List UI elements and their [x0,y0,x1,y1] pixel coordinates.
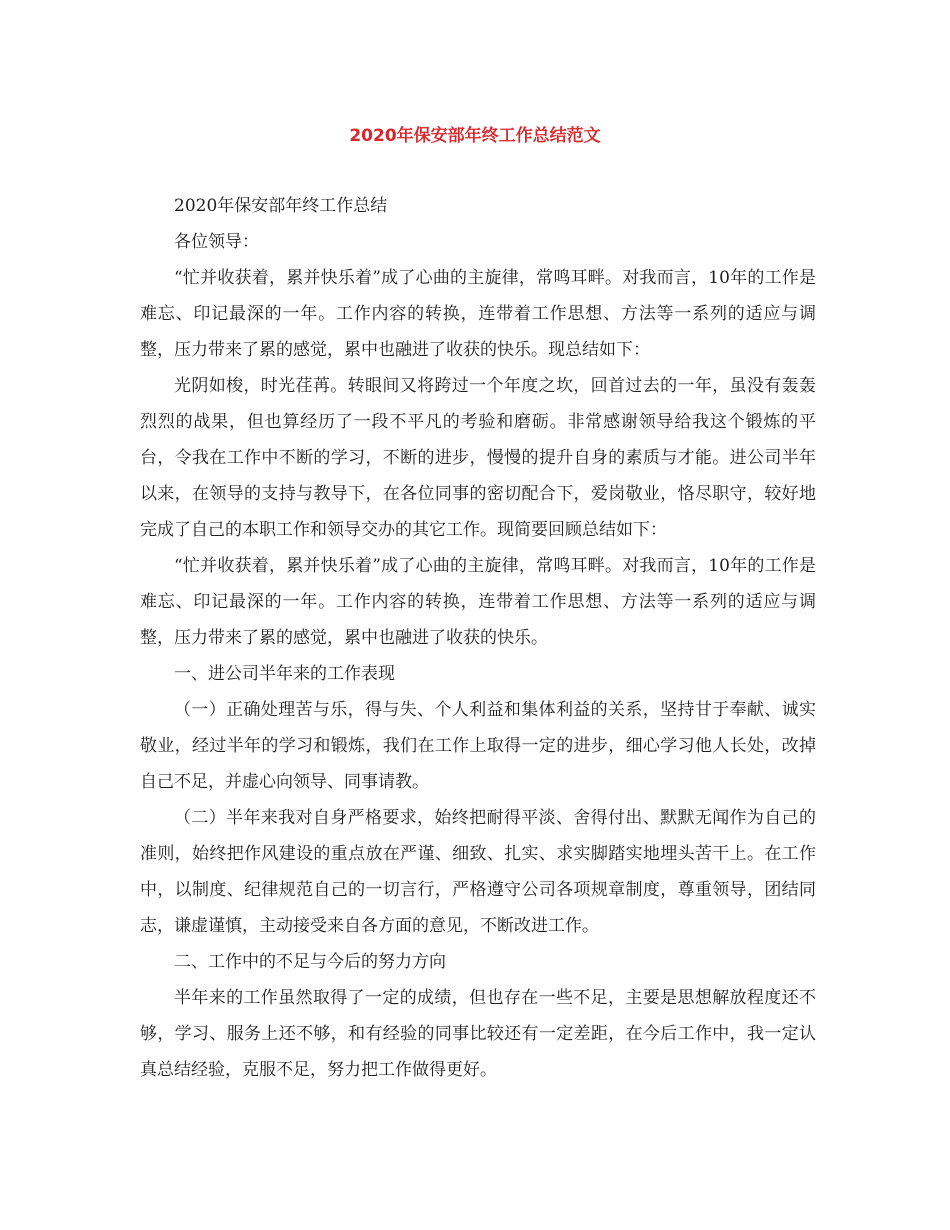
paragraph-salutation: 各位领导： [174,232,259,252]
paragraph-item-one: （一）正确处理苦与乐，得与失、个人利益和集体利益的关系，坚持甘于奉献、诚实敬业，经过半年的学习和锻炼，我们在工作上取得一定的进步，细心学习他人长处，改掉自己不足，并虚心向领导、同事请教。 [140,700,816,792]
document-body [140,188,816,1088]
section-heading-shortcomings: 二、工作中的不足与今后的努力方向 [174,952,446,972]
paragraph-review: 光阴如梭，时光荏苒。转眼间又将跨过一个年度之坎，回首过去的一年，虽没有轰轰烈烈的战果，但也算经历了一段不平凡的考验和磨砺。非常感谢领导给我这个锻炼的平台，令我在工作中不断的学习，不断的进步，慢慢的提升自身的素质与才能。进公司半年以来，在领导的支持与教导下，在各位同事的密切配合下，爱岗敬业，恪尽职守，较好地完成了自己的本职工作和领导交办的其它工作。现简要回顾总结如下： [140,376,816,540]
section-heading-performance: 一、进公司半年来的工作表现 [174,664,395,684]
paragraph-conclusion: 半年来的工作虽然取得了一定的成绩，但也存在一些不足，主要是思想解放程度还不够，学习、服务上还不够，和有经验的同事比较还有一定差距，在今后工作中，我一定认真总结经验，克服不足，努力把工作做得更好。 [140,988,816,1080]
document-title: 2020年保安部年终工作总结范文 [349,126,601,146]
paragraph-intro: “忙并收获着，累并快乐着”成了心曲的主旋律，常鸣耳畔。对我而言，10年的工作是难忘、印记最深的一年。工作内容的转换，连带着工作思想、方法等一系列的适应与调整，压力带来了累的感觉，累中也融进了收获的快乐。现总结如下： [140,268,816,360]
paragraph-intro-repeat: “忙并收获着，累并快乐着”成了心曲的主旋律，常鸣耳畔。对我而言，10年的工作是难忘、印记最深的一年。工作内容的转换，连带着工作思想、方法等一系列的适应与调整，压力带来了累的感觉，累中也融进了收获的快乐。 [140,556,816,648]
paragraph-item-two: （二）半年来我对自身严格要求，始终把耐得平淡、舍得付出、默默无闻作为自己的准则，始终把作风建设的重点放在严谨、细致、扎实、求实脚踏实地埋头苦干上。在工作中，以制度、纪律规范自己的一切言行，严格遵守公司各项规章制度，尊重领导，团结同志，谦虚谨慎，主动接受来自各方面的意见，不断改进工作。 [140,808,816,936]
paragraph-subtitle: 2020年保安部年终工作总结 [174,196,388,216]
